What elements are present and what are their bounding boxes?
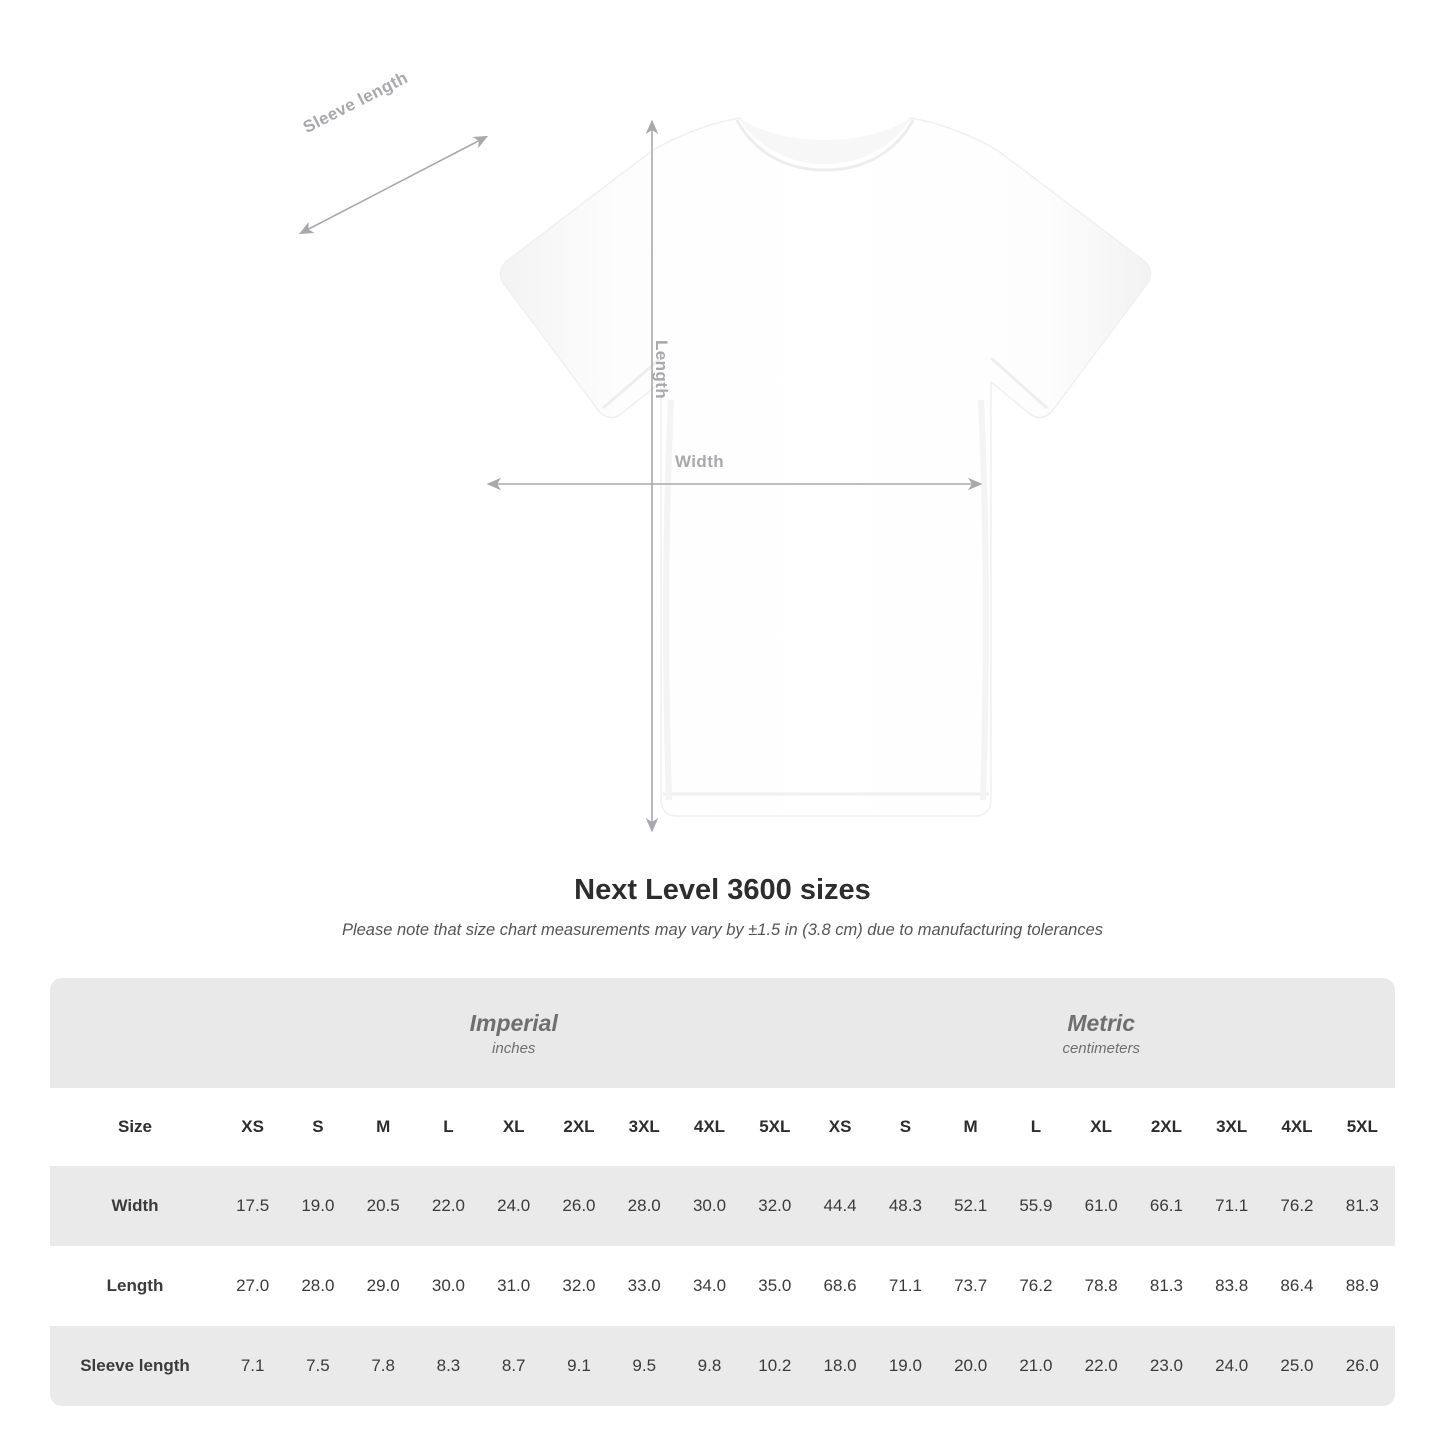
- cell-width: 48.3: [873, 1166, 938, 1246]
- size-header-cell: L: [1003, 1088, 1068, 1166]
- cell-length: 83.8: [1199, 1246, 1264, 1326]
- size-table: [50, 978, 1395, 1406]
- size-header-cell: 5XL: [742, 1088, 807, 1166]
- size-header-row: [50, 1088, 1395, 1166]
- cell-sleeve-length: 20.0: [938, 1326, 1003, 1406]
- size-header-cell: M: [938, 1088, 1003, 1166]
- cell-sleeve-length: 9.8: [677, 1326, 742, 1406]
- unit-group-metric: [807, 978, 1395, 1088]
- cell-length: 73.7: [938, 1246, 1003, 1326]
- cell-sleeve-length: 24.0: [1199, 1326, 1264, 1406]
- table-row: [50, 1166, 1395, 1246]
- cell-width: 52.1: [938, 1166, 1003, 1246]
- cell-length: 68.6: [807, 1246, 872, 1326]
- row-label-width: Width: [50, 1166, 220, 1246]
- cell-width: 20.5: [351, 1166, 416, 1246]
- cell-width: 55.9: [1003, 1166, 1068, 1246]
- tolerance-note: Please note that size chart measurements may vary by ±1.5 in (3.8 cm) due to manufacturing tolerances: [341, 921, 1104, 939]
- cell-length: 34.0: [677, 1246, 742, 1326]
- cell-sleeve-length: 8.7: [481, 1326, 546, 1406]
- cell-sleeve-length: 8.3: [416, 1326, 481, 1406]
- cell-width: 24.0: [481, 1166, 546, 1246]
- cell-width: 28.0: [612, 1166, 677, 1246]
- cell-length: 31.0: [481, 1246, 546, 1326]
- size-header-cell: XL: [1069, 1088, 1134, 1166]
- size-header-cell: 4XL: [1264, 1088, 1329, 1166]
- cell-width: 26.0: [546, 1166, 611, 1246]
- cell-length: 81.3: [1134, 1246, 1199, 1326]
- cell-sleeve-length: 25.0: [1264, 1326, 1329, 1406]
- cell-length: 30.0: [416, 1246, 481, 1326]
- cell-sleeve-length: 26.0: [1330, 1326, 1395, 1406]
- row-label-length: Length: [50, 1246, 220, 1326]
- cell-length: 78.8: [1069, 1246, 1134, 1326]
- width-label: Width: [675, 452, 725, 471]
- size-header-cell: M: [351, 1088, 416, 1166]
- unit-group-metric-name: Metric: [1067, 1009, 1136, 1036]
- cell-width: 32.0: [742, 1166, 807, 1246]
- cell-width: 30.0: [677, 1166, 742, 1246]
- cell-sleeve-length: 21.0: [1003, 1326, 1068, 1406]
- cell-length: 28.0: [285, 1246, 350, 1326]
- cell-length: 86.4: [1264, 1246, 1329, 1326]
- cell-sleeve-length: 19.0: [873, 1326, 938, 1406]
- cell-width: 66.1: [1134, 1166, 1199, 1246]
- size-header-cell: XL: [481, 1088, 546, 1166]
- cell-sleeve-length: 23.0: [1134, 1326, 1199, 1406]
- cell-length: 32.0: [546, 1246, 611, 1326]
- sleeve-length-label: Sleeve length: [300, 67, 411, 137]
- cell-sleeve-length: 7.8: [351, 1326, 416, 1406]
- row-label-sleeve-length: Sleeve length: [50, 1326, 220, 1406]
- size-header-cell: 3XL: [1199, 1088, 1264, 1166]
- cell-sleeve-length: 7.1: [220, 1326, 285, 1406]
- cell-length: 88.9: [1330, 1246, 1395, 1326]
- size-header-cell: 5XL: [1330, 1088, 1395, 1166]
- unit-group-metric-sub: centimeters: [1062, 1040, 1140, 1058]
- cell-length: 27.0: [220, 1246, 285, 1326]
- cell-sleeve-length: 10.2: [742, 1326, 807, 1406]
- table-row: [50, 1326, 1395, 1406]
- size-header-cell: 2XL: [546, 1088, 611, 1166]
- cell-length: 29.0: [351, 1246, 416, 1326]
- size-header-cell: XS: [220, 1088, 285, 1166]
- size-header-cell: S: [873, 1088, 938, 1166]
- cell-width: 61.0: [1069, 1166, 1134, 1246]
- size-header-cell: L: [416, 1088, 481, 1166]
- cell-sleeve-length: 7.5: [285, 1326, 350, 1406]
- cell-length: 76.2: [1003, 1246, 1068, 1326]
- cell-width: 22.0: [416, 1166, 481, 1246]
- table-row: [50, 1246, 1395, 1326]
- cell-sleeve-length: 9.5: [612, 1326, 677, 1406]
- size-header-cell: 4XL: [677, 1088, 742, 1166]
- page-title: Next Level 3600 sizes: [574, 874, 871, 906]
- cell-width: 17.5: [220, 1166, 285, 1246]
- size-table-wrapper: [50, 978, 1395, 1406]
- cell-sleeve-length: 18.0: [807, 1326, 872, 1406]
- size-header-cell: 2XL: [1134, 1088, 1199, 1166]
- cell-width: 81.3: [1330, 1166, 1395, 1246]
- size-header-cell: XS: [807, 1088, 872, 1166]
- unit-header-row: [50, 978, 1395, 1088]
- unit-corner-cell: [50, 978, 220, 1088]
- cell-sleeve-length: 22.0: [1069, 1326, 1134, 1406]
- cell-width: 71.1: [1199, 1166, 1264, 1246]
- cell-length: 35.0: [742, 1246, 807, 1326]
- size-header-cell: 3XL: [612, 1088, 677, 1166]
- cell-sleeve-length: 9.1: [546, 1326, 611, 1406]
- cell-length: 71.1: [873, 1246, 938, 1326]
- size-header-cell: S: [285, 1088, 350, 1166]
- cell-width: 19.0: [285, 1166, 350, 1246]
- cell-width: 44.4: [807, 1166, 872, 1246]
- unit-group-imperial-name: Imperial: [469, 1009, 558, 1036]
- length-label: Length: [652, 340, 671, 400]
- cell-width: 76.2: [1264, 1166, 1329, 1246]
- unit-group-imperial-sub: inches: [492, 1040, 536, 1058]
- size-header-label: Size: [50, 1088, 220, 1166]
- cell-length: 33.0: [612, 1246, 677, 1326]
- unit-group-imperial: [220, 978, 807, 1088]
